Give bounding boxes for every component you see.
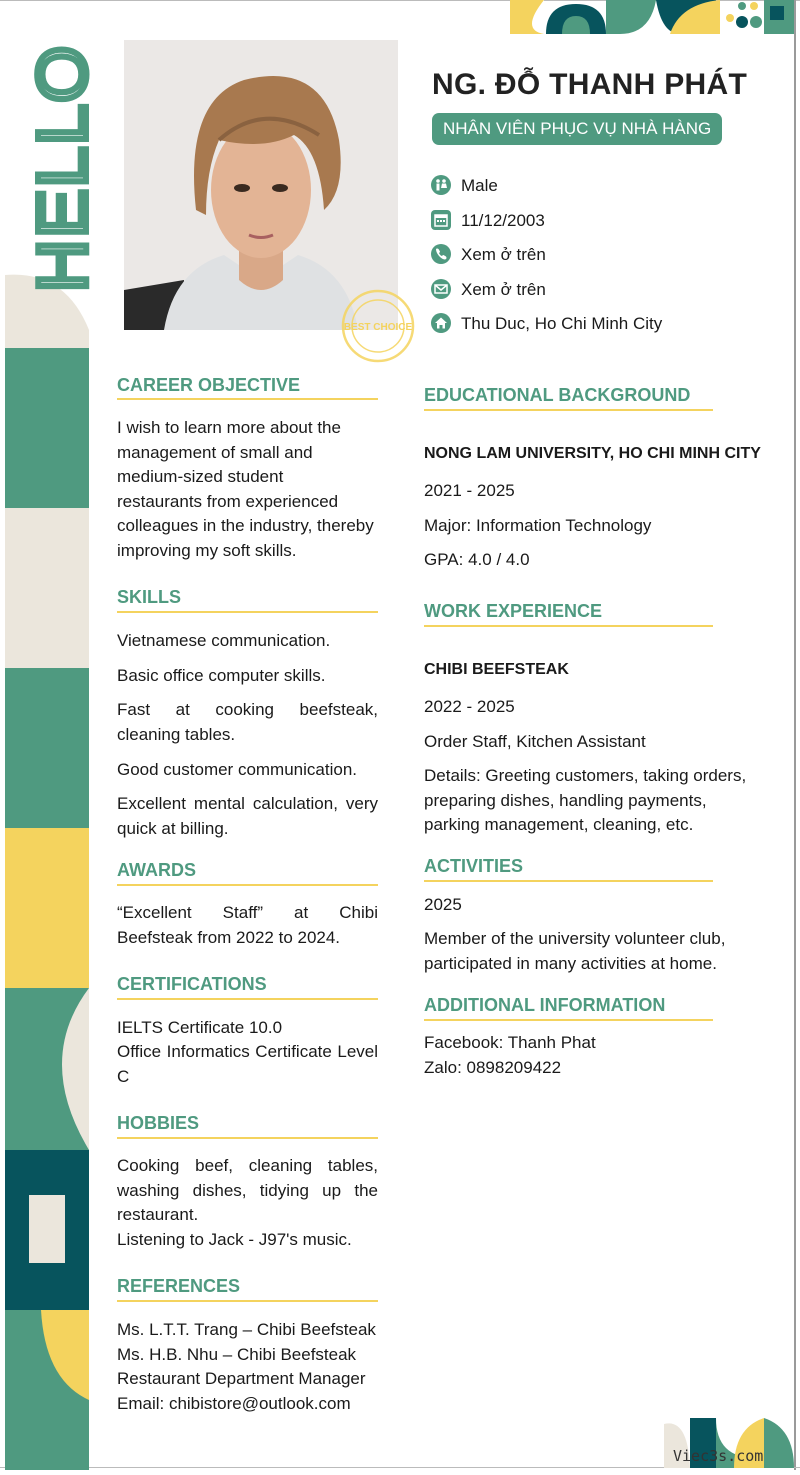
section-divider [424, 625, 713, 627]
section-title-additional: ADDITIONAL INFORMATION [424, 995, 666, 1015]
skill-item: Good customer communication. [117, 760, 357, 779]
section-divider [117, 398, 378, 400]
section-title-career: CAREER OBJECTIVE [117, 375, 301, 395]
career-objective-text: I wish to learn more about the management of small and medium-sized student restaurants from experienced colleagues in the industry, thereby improving my soft skills. [117, 418, 374, 560]
contact-text: Xem ở trên [461, 245, 546, 265]
section-divider [424, 409, 713, 411]
education-years: 2021 - 2025 [424, 481, 515, 500]
references-text: Ms. L.T.T. Trang – Chibi Beefsteak Ms. H.B. Nhu – Chibi Beefsteak Restaurant Department Manager Email: chibistore@outlook.com [117, 1320, 376, 1413]
contact-text: Male [461, 176, 498, 195]
section-divider [424, 880, 713, 882]
section-divider [117, 998, 378, 1000]
section-divider [117, 884, 378, 886]
phone-icon [431, 244, 451, 264]
hobbies-text: Cooking beef, cleaning tables, washing dishes, tidying up the restaurant. [117, 1156, 378, 1225]
best-choice-stamp [340, 288, 416, 364]
activities-text: Member of the university volunteer club, participated in many activities at home. [424, 929, 726, 973]
hello-text: HELLO [23, 52, 101, 292]
award-text: “Excellent Staff” at Chibi Beefsteak from 2022 to 2024. [117, 903, 378, 947]
contact-text: 11/12/2003 [461, 210, 545, 230]
work-role: Order Staff, Kitchen Assistant [424, 732, 646, 751]
facebook-info: Facebook: Thanh Phat [424, 1033, 596, 1052]
work-details: Details: Greeting customers, taking orders, preparing dishes, handling payments, parking management, cleaning, etc. [424, 766, 747, 835]
section-divider [117, 1137, 378, 1139]
job-title-badge: NHÂN VIÊN PHỤC VỤ NHÀ HÀNG [432, 113, 722, 145]
section-title-skills: SKILLS [117, 587, 182, 607]
section-title-references: REFERENCES [117, 1276, 241, 1296]
education-gpa: GPA: 4.0 / 4.0 [424, 550, 530, 569]
certification-item: IELTS Certificate 10.0 [117, 1018, 283, 1037]
section-divider [117, 611, 378, 613]
work-years: 2022 - 2025 [424, 697, 515, 716]
gender-icon [431, 175, 451, 195]
skill-item: Basic office computer skills. [117, 666, 326, 685]
section-title-hobbies: HOBBIES [117, 1113, 200, 1133]
hello-vertical-text [23, 40, 101, 296]
skill-item: Excellent mental calculation, very quick at billing. [117, 794, 378, 838]
watermark-text: Viec3s.com [673, 1447, 764, 1465]
contact-text: Xem ở trên [461, 279, 546, 299]
education-major: Major: Information Technology [424, 516, 652, 535]
section-title-activities: ACTIVITIES [424, 856, 524, 876]
hobbies-extra: Listening to Jack - J97's music. [117, 1230, 352, 1249]
company-name: CHIBI BEEFSTEAK [424, 661, 569, 678]
section-title-awards: AWARDS [117, 860, 197, 880]
top-decor [510, 0, 794, 34]
zalo-info: Zalo: 0898209422 [424, 1058, 562, 1077]
school-name: NONG LAM UNIVERSITY, HO CHI MINH CITY [424, 445, 761, 462]
skill-item: Fast at cooking beefsteak, cleaning tables. [117, 700, 378, 744]
section-title-certifications: CERTIFICATIONS [117, 974, 267, 994]
skill-item: Vietnamese communication. [117, 631, 331, 650]
certification-item: Office Informatics Certificate Level C [117, 1042, 378, 1086]
section-title-work: WORK EXPERIENCE [424, 601, 603, 621]
calendar-icon [431, 210, 451, 230]
activities-year: 2025 [424, 895, 462, 914]
mail-icon [431, 279, 451, 299]
section-title-education: EDUCATIONAL BACKGROUND [424, 385, 691, 405]
profile-photo [124, 40, 398, 330]
section-divider [424, 1019, 713, 1021]
svg-text:BEST CHOICE: BEST CHOICE [343, 322, 413, 333]
contact-text: Thu Duc, Ho Chi Minh City [461, 314, 663, 334]
candidate-name: NG. ĐỖ THANH PHÁT [432, 68, 748, 101]
section-divider [117, 1300, 378, 1302]
home-icon [431, 313, 451, 333]
